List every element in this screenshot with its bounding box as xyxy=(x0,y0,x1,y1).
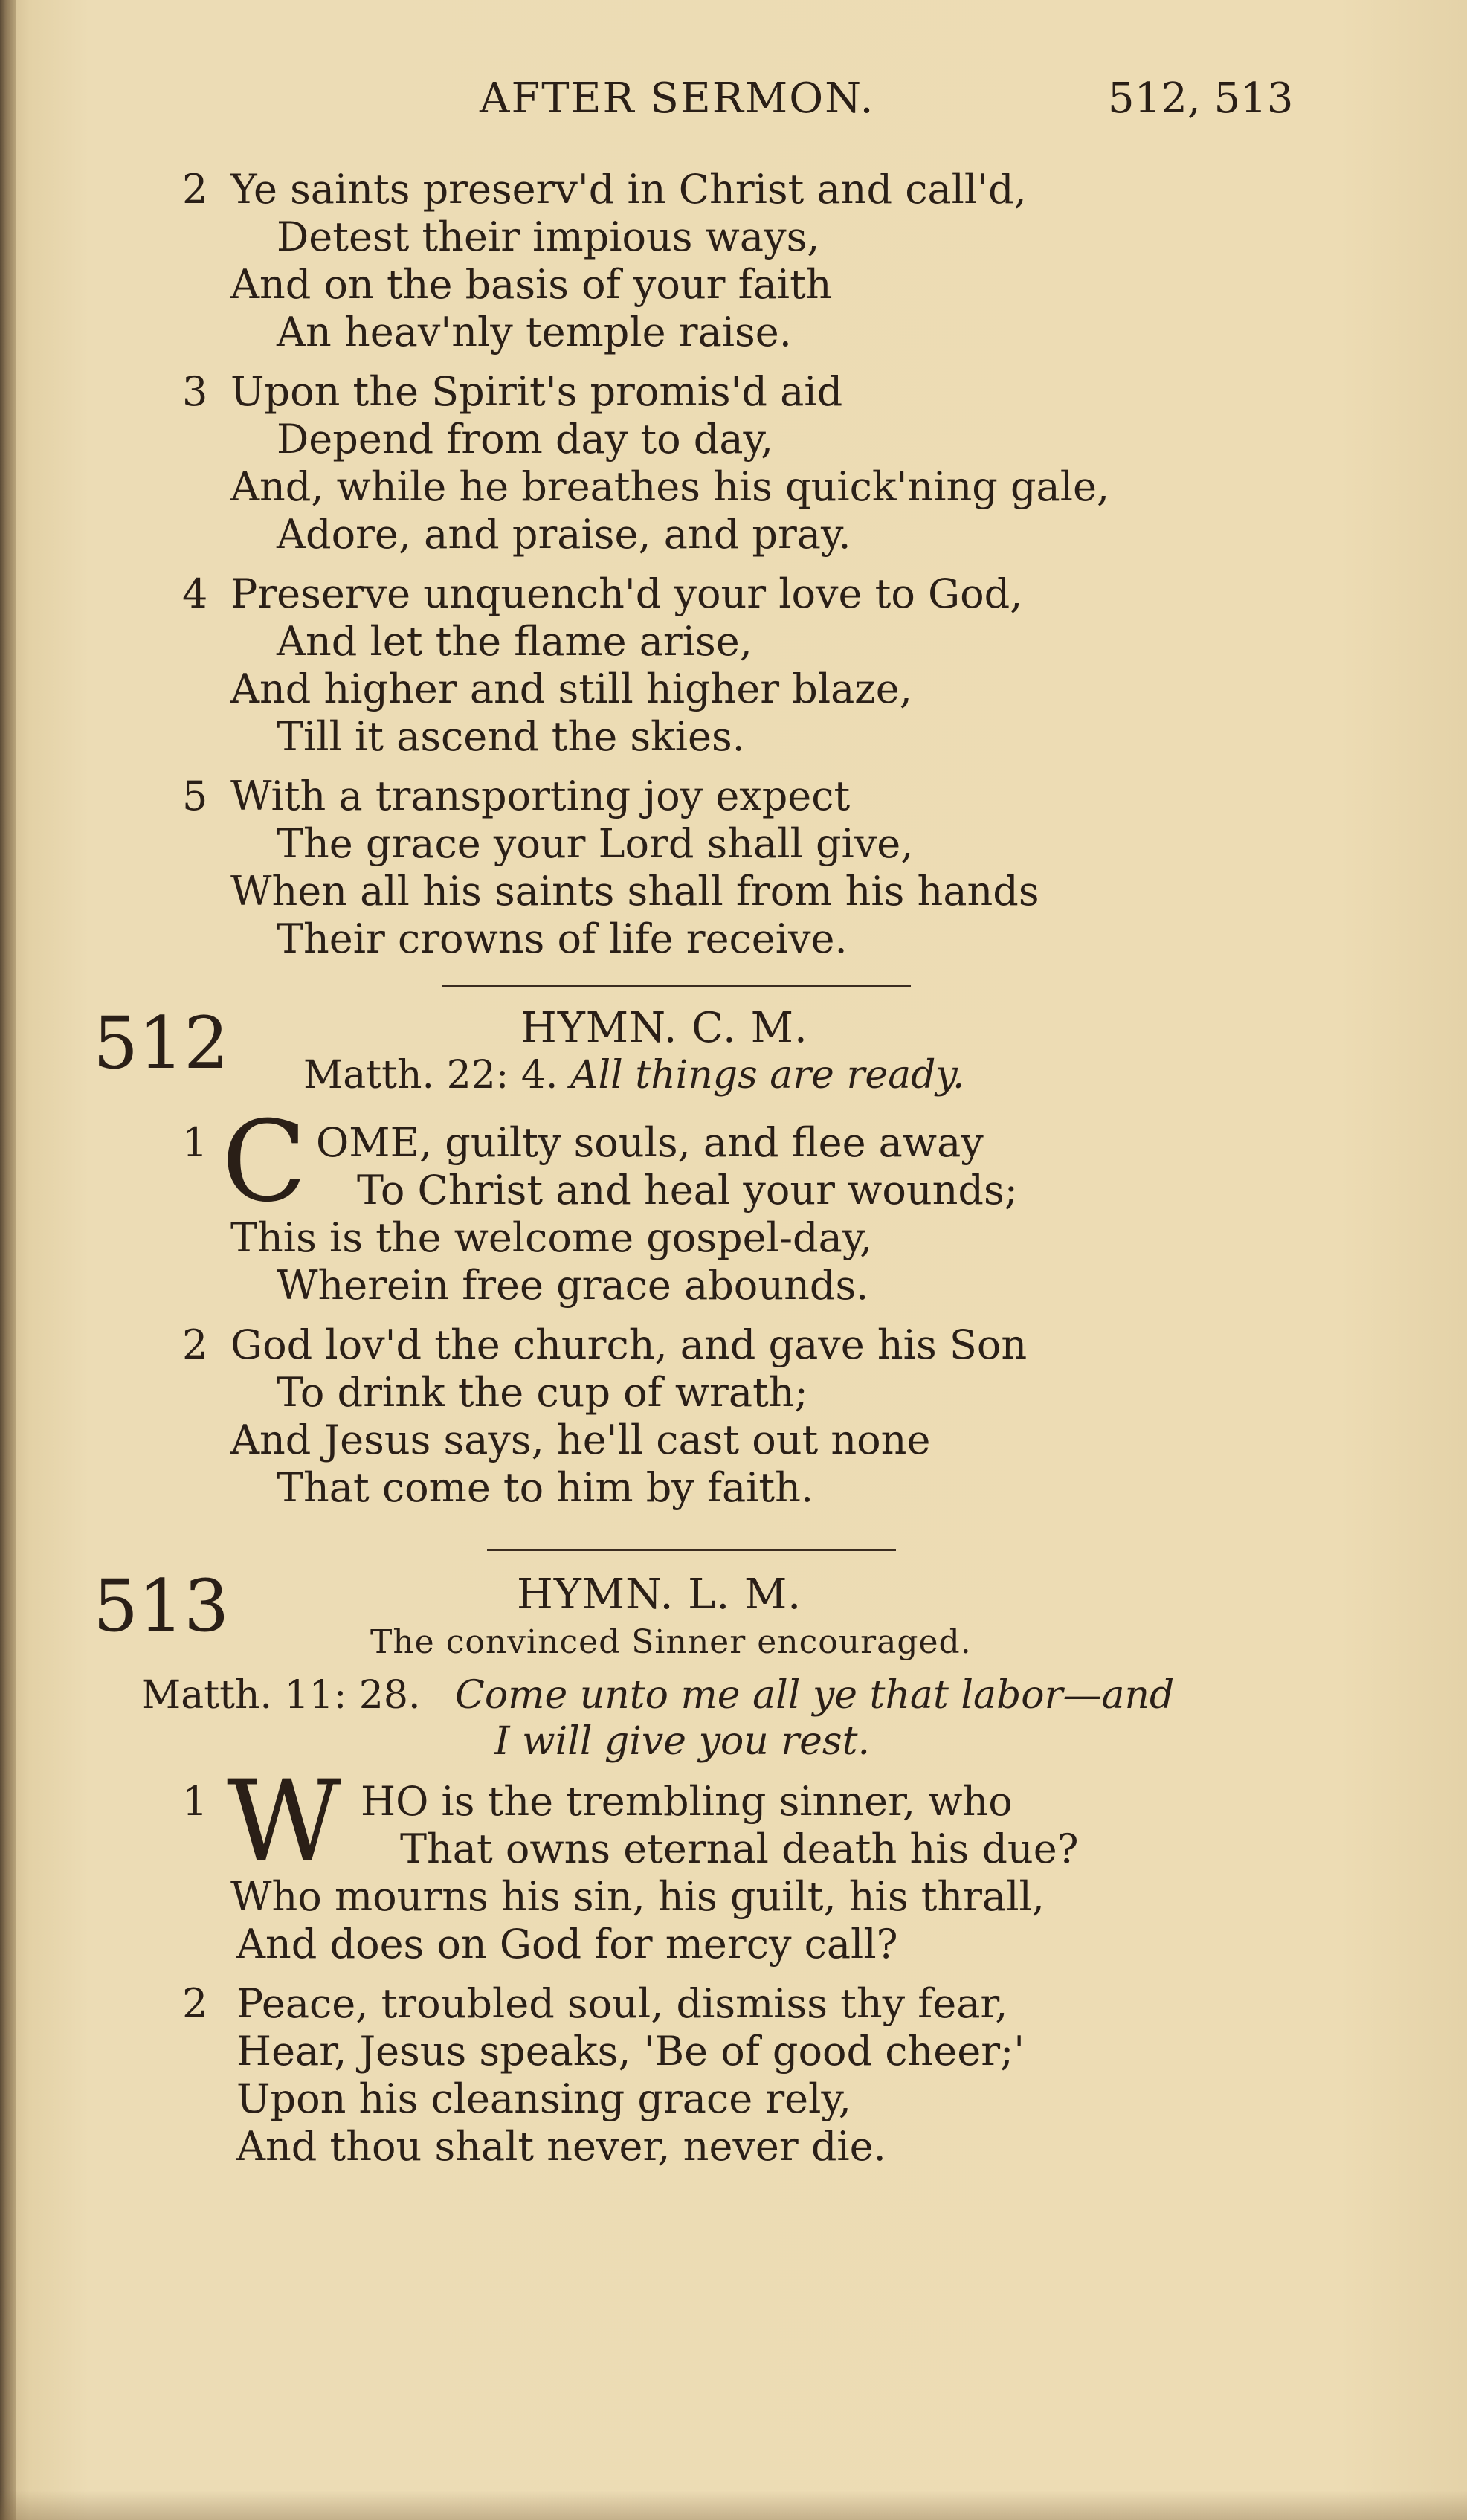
verse-line: Adore, and praise, and pray. xyxy=(277,511,851,558)
verse-line: To drink the cup of wrath; xyxy=(277,1369,808,1416)
verse-line: With a transporting joy expect xyxy=(230,773,851,819)
verse-line: Upon the Spirit's promis'd aid xyxy=(230,368,843,415)
verse-line: Detest their impious ways, xyxy=(277,213,820,260)
hymn-subtitle: The convinced Sinner encouraged. xyxy=(370,1623,972,1661)
scripture-line xyxy=(141,1673,1174,1718)
verse-line: This is the welcome gospel-day, xyxy=(230,1214,873,1261)
section-divider xyxy=(442,985,911,987)
drop-cap: C xyxy=(222,1098,307,1227)
verse-line: Ye saints preserv'd in Christ and call'd, xyxy=(230,166,1027,213)
stanza-number: 2 xyxy=(182,166,208,213)
running-head xyxy=(0,74,1467,134)
page-numbers: 512, 513 xyxy=(1108,74,1294,123)
verse-line: And Jesus says, he'll cast out none xyxy=(230,1417,931,1463)
verse-line: Who mourns his sin, his guilt, his thrall, xyxy=(230,1873,1045,1920)
verse-line: And thou shalt never, never die. xyxy=(236,2123,886,2170)
hymn-heading: HYMN. L. M. xyxy=(517,1570,802,1619)
verse-line: And does on God for mercy call? xyxy=(236,1921,898,1968)
stanza-number: 5 xyxy=(182,773,208,819)
verse-line: Wherein free grace abounds. xyxy=(277,1262,869,1309)
verse-line: Preserve unquench'd your love to God, xyxy=(230,570,1023,617)
stanza-number: 2 xyxy=(182,1321,208,1368)
verse-line: That come to him by faith. xyxy=(277,1464,814,1511)
verse-line: Peace, troubled soul, dismiss thy fear, xyxy=(236,1980,1008,2027)
page-bottom-edge xyxy=(0,2490,1467,2520)
stanza-number: 1 xyxy=(182,1778,208,1825)
verse-line: Till it ascend the skies. xyxy=(277,713,745,760)
verse-line: An heav'nly temple raise. xyxy=(277,309,792,355)
verse-line: When all his saints shall from his hands xyxy=(230,868,1039,915)
stanza-number: 4 xyxy=(182,570,208,617)
verse-line: Depend from day to day, xyxy=(277,416,774,463)
verse-line: And let the flame arise, xyxy=(277,618,752,665)
running-title: AFTER SERMON. xyxy=(480,74,875,123)
verse-line: That owns eternal death his due? xyxy=(400,1825,1079,1872)
scripture-line xyxy=(303,1053,964,1098)
scripture-text: All things are ready. xyxy=(570,1053,965,1098)
scripture-text: Come unto me all ye that labor—and xyxy=(455,1673,1175,1718)
verse-line: Upon his cleansing grace rely, xyxy=(236,2075,851,2122)
stanza-number: 3 xyxy=(182,368,208,415)
verse-line: Their crowns of life receive. xyxy=(277,915,848,962)
verse-line: To Christ and heal your wounds; xyxy=(357,1167,1018,1214)
binding-gutter xyxy=(0,0,16,2520)
verse-line: OME, guilty souls, and flee away xyxy=(316,1119,984,1166)
hymn-number: 513 xyxy=(93,1564,230,1648)
section-divider xyxy=(487,1549,896,1551)
verse-line: Hear, Jesus speaks, 'Be of good cheer;' xyxy=(236,2028,1025,2075)
verse-line: And, while he breathes his quick'ning gale, xyxy=(230,463,1110,510)
stanza-number: 1 xyxy=(182,1119,208,1166)
scripture-reference: Matth. 11: 28. xyxy=(141,1673,421,1718)
verse-line: The grace your Lord shall give, xyxy=(277,820,914,867)
drop-cap: W xyxy=(227,1757,342,1886)
hymn-heading: HYMN. C. M. xyxy=(520,1004,808,1052)
stanza-number: 2 xyxy=(182,1980,208,2027)
scripture-text-continued: I will give you rest. xyxy=(494,1719,871,1764)
verse-line: HO is the trembling sinner, who xyxy=(361,1778,1013,1825)
scripture-reference: Matth. 22: 4. xyxy=(303,1053,558,1098)
verse-line: And higher and still higher blaze, xyxy=(230,666,912,712)
hymn-number: 512 xyxy=(93,1002,230,1085)
verse-line: God lov'd the church, and gave his Son xyxy=(230,1321,1028,1368)
verse-line: And on the basis of your faith xyxy=(230,261,832,308)
